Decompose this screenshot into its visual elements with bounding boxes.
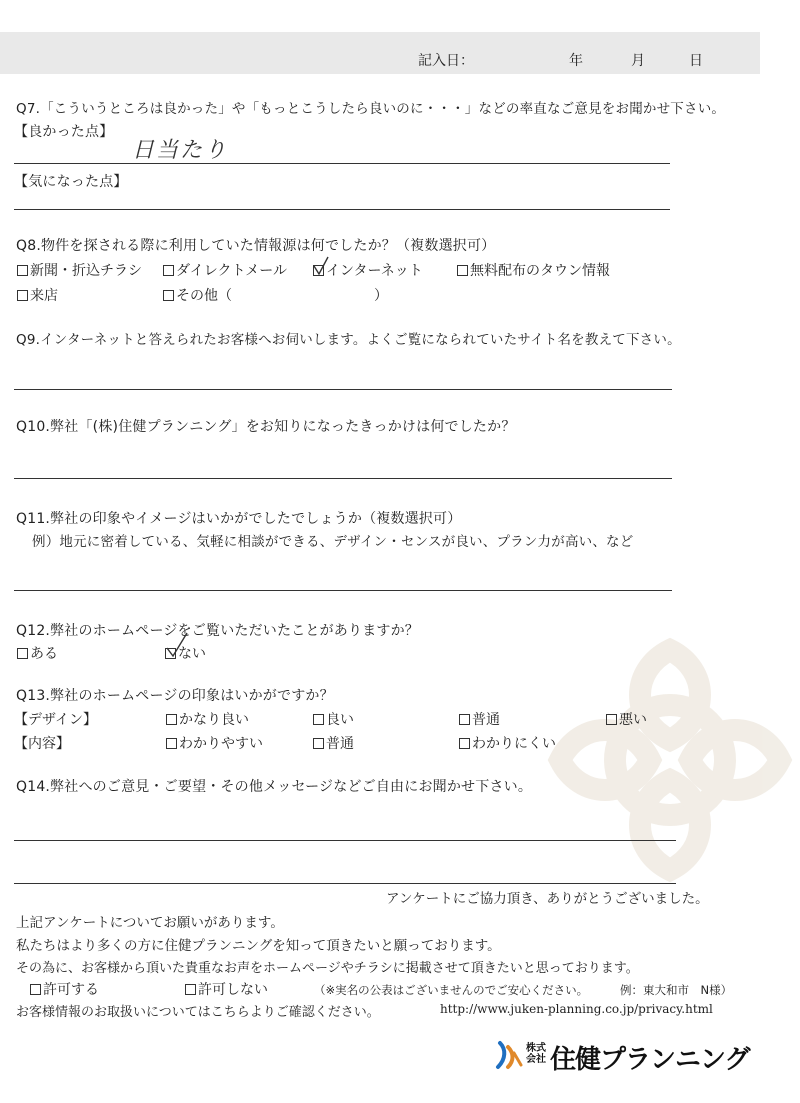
q8-option-other[interactable]: その他（	[163, 285, 232, 305]
q13-content-hard[interactable]: わかりにくい	[459, 733, 556, 753]
q9-question: Q9.インターネットと答えられたお客様へお伺いします。よくご覧になられていたサイト名を教えて下さい。	[16, 332, 681, 348]
q8-other-close-paren: ）	[374, 288, 388, 304]
q14-answer-line-1	[14, 840, 676, 841]
q14-answer-line-2	[14, 883, 676, 884]
checkbox[interactable]	[163, 265, 174, 276]
request-heading: 上記アンケートについてお願いがあります。	[16, 915, 284, 931]
checkbox[interactable]	[459, 714, 470, 725]
decorative-ornament	[540, 630, 800, 930]
request-line-2: その為に、お客様から頂いた貴重なお声をホームページやチラシに掲載させて頂きたいと思っております。	[16, 961, 639, 976]
q8-option-newspaper[interactable]: 新聞・折込チラシ	[17, 260, 142, 280]
date-label: 記入日：	[418, 53, 474, 69]
permission-allow[interactable]: 許可する	[30, 979, 99, 999]
month-label: 月	[631, 53, 645, 69]
q7-question: Q7.「こういうところは良かった」や「もっとこうしたら良いのに・・・」などの率直なご意見をお聞かせ下さい。	[16, 101, 726, 117]
checkbox[interactable]	[459, 738, 470, 749]
checkbox[interactable]	[166, 714, 177, 725]
q8-option-town-info[interactable]: 無料配布のタウン情報	[457, 260, 610, 280]
q7-good-answer-line	[14, 163, 670, 164]
checkbox[interactable]	[313, 738, 324, 749]
logo-corp-bottom: 会社	[526, 1054, 546, 1065]
privacy-note: お客様情報のお取扱いについてはこちらよりご確認ください。	[16, 1005, 380, 1020]
year-label: 年	[569, 53, 583, 69]
q13-content-label: 【内容】	[14, 736, 70, 752]
q7-good-label: 【良かった点】	[14, 124, 114, 140]
q8-option-visit[interactable]: 来店	[17, 285, 58, 305]
checkbox[interactable]	[606, 714, 617, 725]
checkbox[interactable]	[166, 738, 177, 749]
checkmark-icon	[165, 632, 189, 658]
privacy-url[interactable]: http://www.juken-planning.co.jp/privacy.html	[440, 1002, 713, 1016]
anonymity-example: 例：東大和市 N様）	[620, 983, 733, 997]
q11-question: Q11.弊社の印象やイメージはいかがでしたでしょうか（複数選択可）	[16, 511, 462, 527]
q12-option-no[interactable]: ない	[165, 643, 206, 663]
q14-question: Q14.弊社へのご意見・ご要望・その他メッセージなどご自由にお聞かせ下さい。	[16, 779, 533, 795]
q13-design-very-good[interactable]: かなり良い	[166, 709, 249, 729]
q13-design-normal[interactable]: 普通	[459, 709, 500, 729]
thanks-message: アンケートにご協力頂き、ありがとうございました。	[386, 891, 709, 907]
checkbox-checked[interactable]	[165, 648, 176, 659]
checkbox[interactable]	[313, 714, 324, 725]
q8-option-internet[interactable]: インターネット	[313, 260, 423, 280]
anonymity-note: （※実名の公表はございませんのでご安心ください。	[314, 983, 589, 997]
checkbox[interactable]	[17, 265, 28, 276]
logo-company-name: 住健プランニング	[550, 1045, 750, 1075]
day-label: 日	[689, 53, 703, 69]
q13-question: Q13.弊社のホームページの印象はいかがですか？	[16, 688, 334, 704]
q13-content-normal[interactable]: 普通	[313, 733, 354, 753]
q12-question: Q12.弊社のホームページをご覧いただいたことがありますか？	[16, 623, 420, 639]
checkbox[interactable]	[185, 984, 196, 995]
checkmark-icon	[312, 256, 330, 276]
checkbox[interactable]	[17, 290, 28, 301]
q9-answer-line	[14, 389, 672, 390]
q7-concern-label: 【気になった点】	[14, 174, 128, 190]
q12-option-yes[interactable]: ある	[17, 643, 58, 663]
checkbox[interactable]	[17, 648, 28, 659]
q11-example: 例）地元に密着している、気軽に相談ができる、デザイン・センスが良い、プラン力が高い、など	[32, 534, 634, 550]
checkbox[interactable]	[30, 984, 41, 995]
q7-good-answer[interactable]: 日当たり	[132, 138, 229, 163]
request-line-1: 私たちはより多くの方に住健プランニングを知って頂きたいと願っております。	[16, 938, 501, 954]
permission-disallow[interactable]: 許可しない	[185, 979, 268, 999]
logo-mark-icon	[494, 1039, 524, 1071]
q13-content-easy[interactable]: わかりやすい	[166, 733, 263, 753]
checkbox-checked[interactable]	[313, 265, 324, 276]
q10-question: Q10.弊社「(株)住健プランニング」をお知りになったきっかけは何でしたか？	[16, 419, 516, 435]
q11-answer-line	[14, 590, 672, 591]
checkbox[interactable]	[163, 290, 174, 301]
q8-question: Q8.物件を探される際に利用していた情報源は何でしたか？（複数選択可）	[16, 238, 496, 254]
q7-concern-answer-line	[14, 209, 670, 210]
q13-design-bad[interactable]: 悪い	[606, 709, 647, 729]
q8-option-direct-mail[interactable]: ダイレクトメール	[163, 260, 287, 280]
header-band	[0, 32, 760, 74]
logo-corp-top: 株式	[526, 1043, 546, 1054]
q13-design-good[interactable]: 良い	[313, 709, 354, 729]
q10-answer-line	[14, 478, 672, 479]
checkbox[interactable]	[457, 265, 468, 276]
q13-design-label: 【デザイン】	[14, 712, 98, 728]
